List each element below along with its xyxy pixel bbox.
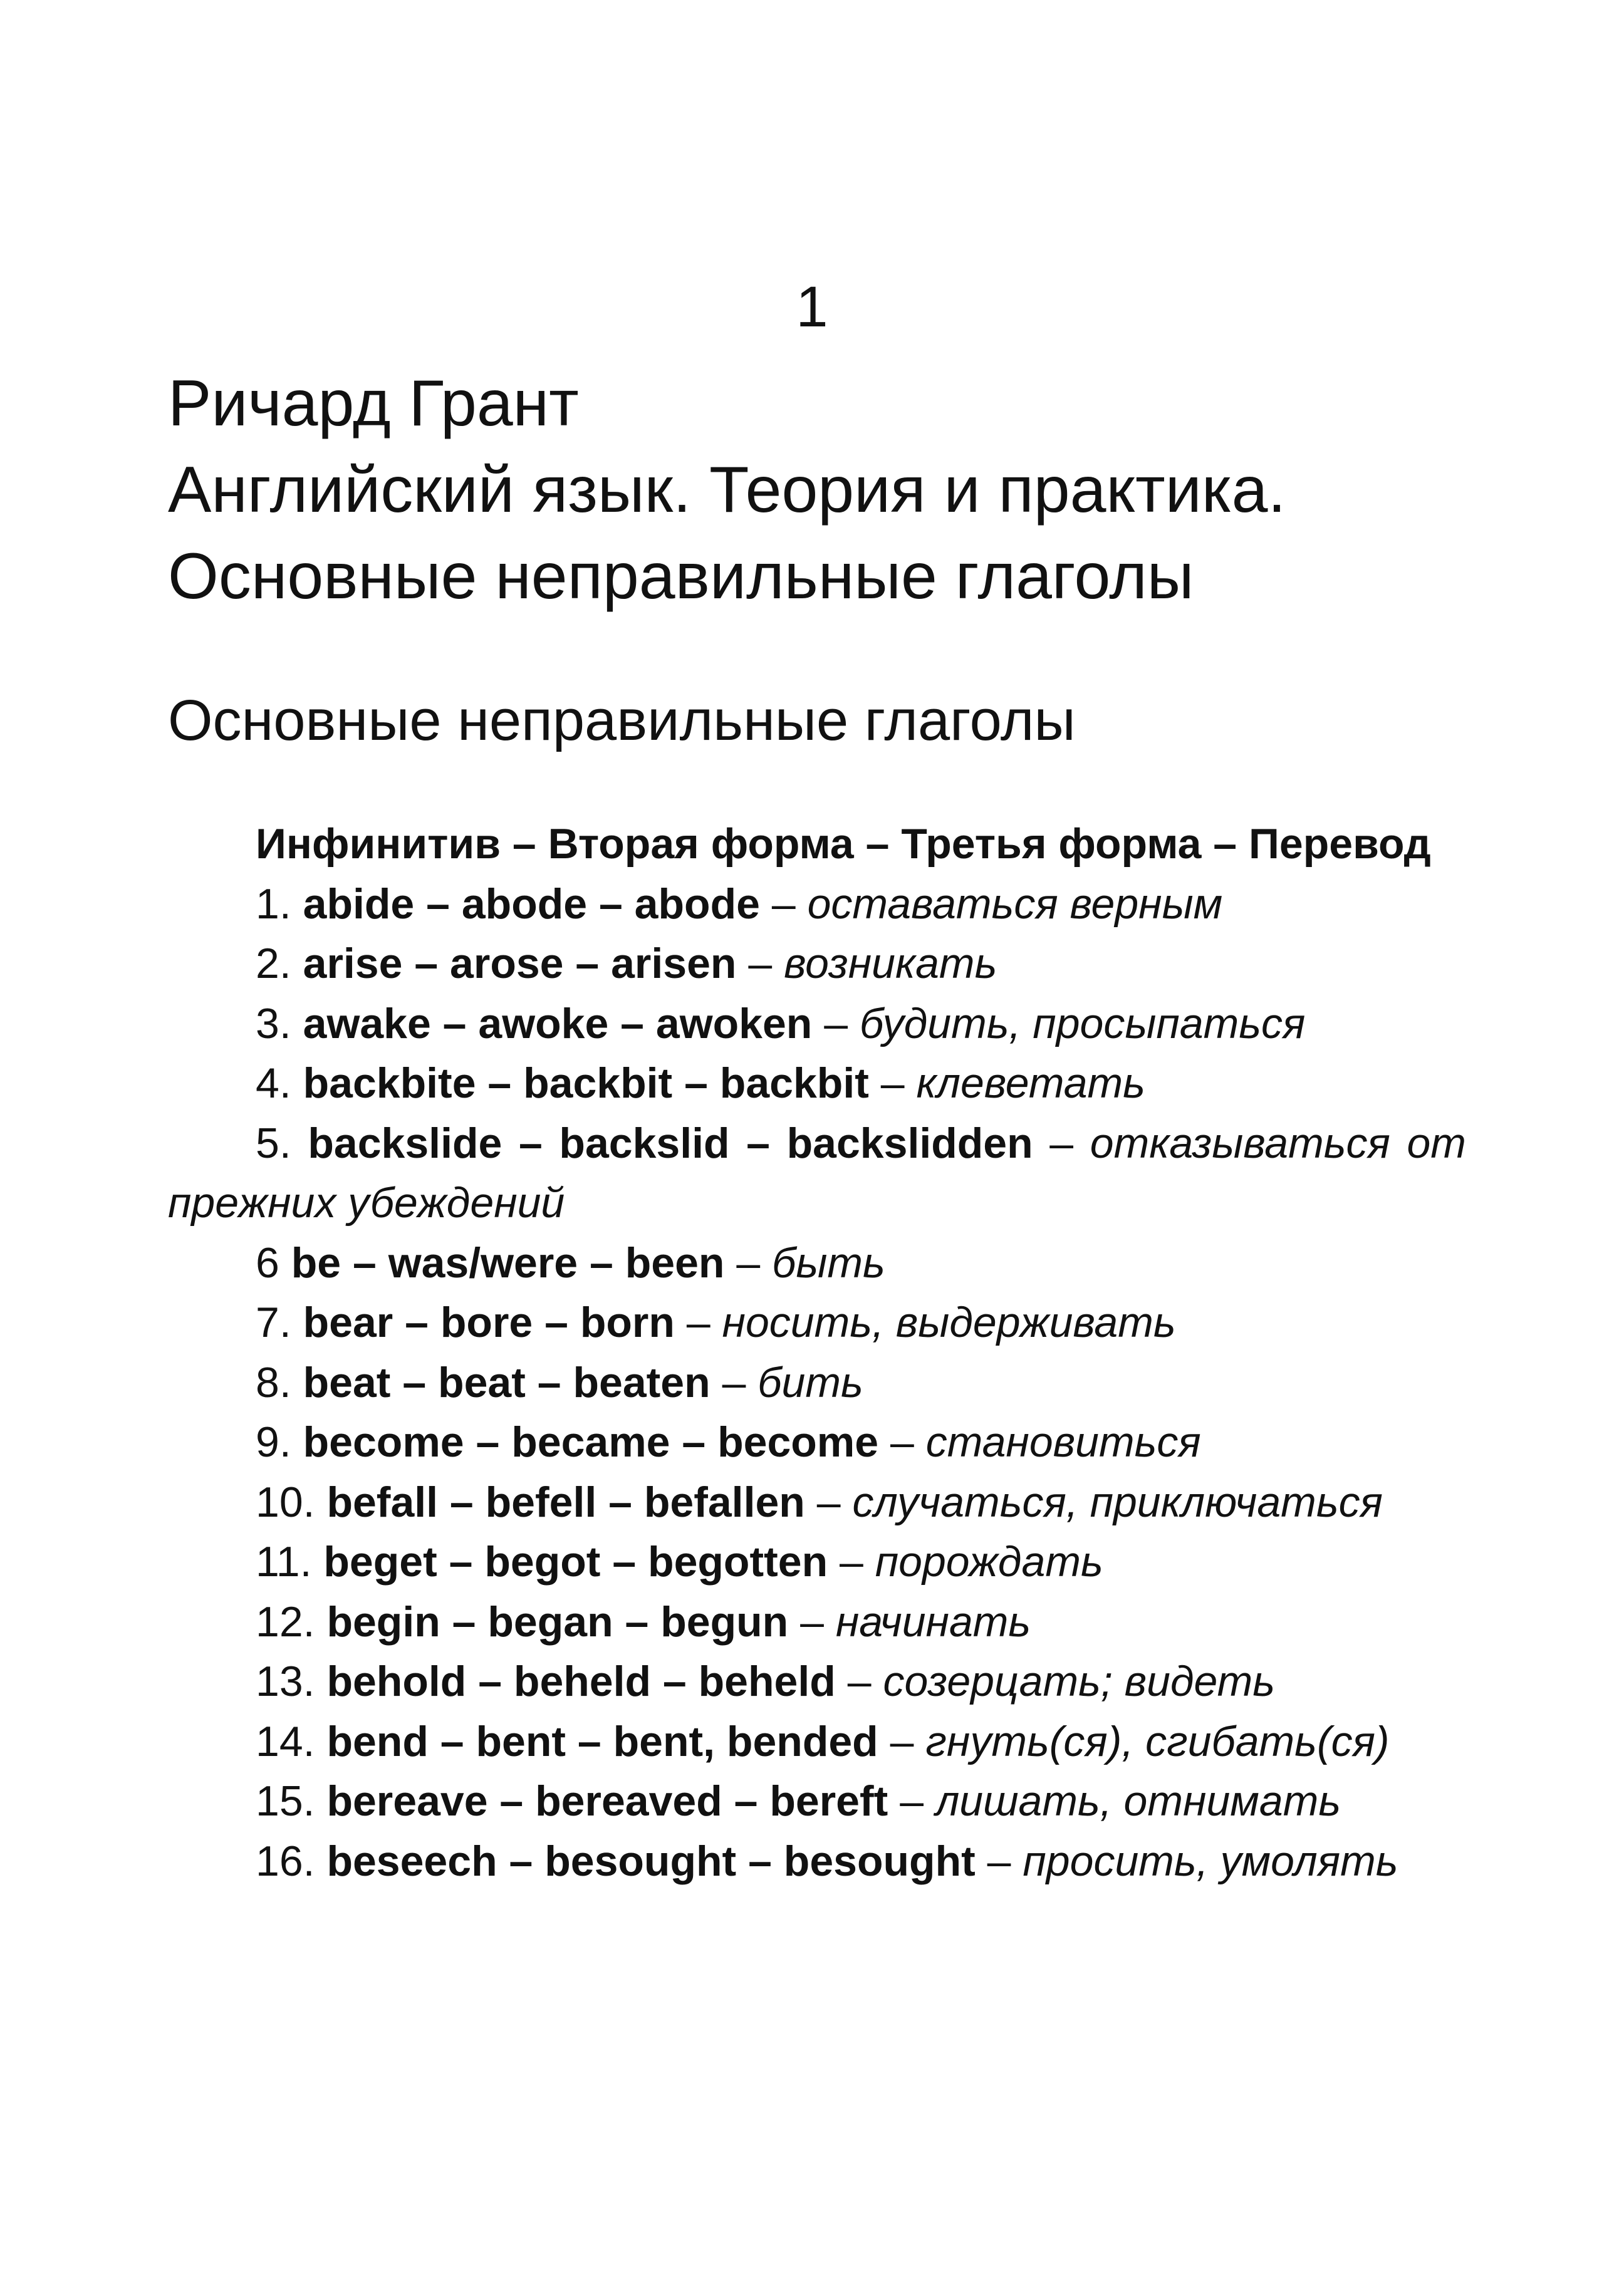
- verb-translation: носить, выдерживать: [722, 1299, 1176, 1346]
- verb-translation: гнуть(ся), сгибать(ся): [925, 1717, 1390, 1765]
- verb-translation: лишать, отнимать: [935, 1777, 1341, 1825]
- dash-separator: –: [840, 1538, 863, 1586]
- verb-entry: [168, 1353, 1466, 1413]
- book-header: [168, 360, 1484, 620]
- verb-forms: befall – befell – befallen: [326, 1478, 805, 1526]
- verb-entry: [168, 1712, 1466, 1772]
- verb-translation: начинать: [835, 1597, 1031, 1646]
- entry-number: 10.: [256, 1478, 315, 1526]
- dash-separator: –: [816, 1478, 841, 1526]
- dash-separator: –: [847, 1658, 872, 1705]
- verb-forms: become – became – become: [303, 1418, 879, 1466]
- verb-forms: beat – beat – beaten: [303, 1358, 710, 1406]
- verb-forms: bear – bore – born: [303, 1299, 675, 1346]
- dash-separator: –: [890, 1717, 914, 1765]
- verb-entry: [168, 1832, 1466, 1892]
- verb-forms: abide – abode – abode: [303, 880, 760, 928]
- dash-separator: –: [824, 999, 848, 1047]
- verb-forms: arise – arose – arisen: [303, 940, 737, 987]
- verb-entry: [168, 994, 1466, 1054]
- verb-entry: [168, 1592, 1466, 1653]
- verb-entry: [168, 1652, 1466, 1712]
- entry-number: 14.: [256, 1717, 315, 1765]
- verb-translation: созерцать; видеть: [883, 1658, 1275, 1705]
- verb-translation: становиться: [925, 1418, 1201, 1466]
- entry-number: 15.: [256, 1777, 315, 1825]
- verb-forms: backslide – backslid – backslidden: [308, 1119, 1033, 1167]
- verb-translation: быть: [772, 1239, 885, 1287]
- entry-number: 1.: [256, 880, 291, 928]
- entry-number: 9.: [256, 1418, 291, 1466]
- verb-entry: [168, 1114, 1466, 1234]
- entry-number: 6: [256, 1239, 279, 1287]
- table-header: Инфинитив – Вторая форма – Третья форма – Перевод: [256, 820, 1431, 868]
- verb-translation: случаться, приключаться: [852, 1478, 1383, 1526]
- dash-separator: –: [880, 1059, 905, 1107]
- verb-translation: просить, умолять: [1023, 1837, 1398, 1885]
- entry-number: 5.: [256, 1119, 291, 1167]
- section-title: Основные неправильные глаголы: [168, 688, 1076, 752]
- verb-translation: отказываться от прежних убеждений: [168, 1119, 1466, 1227]
- page-number: 1: [796, 275, 828, 339]
- dash-separator: –: [771, 880, 796, 928]
- verb-entry: [168, 1234, 1466, 1294]
- verb-translation: порождать: [875, 1538, 1103, 1586]
- dash-separator: –: [686, 1299, 710, 1346]
- verb-forms: beget – begot – begotten: [323, 1538, 828, 1586]
- series-title: Английский язык. Теория и практика.: [168, 454, 1286, 526]
- verb-forms: awake – awoke – awoken: [303, 999, 813, 1047]
- dash-separator: –: [987, 1837, 1011, 1885]
- verb-translation: бить: [757, 1358, 863, 1406]
- verb-entry: [168, 1473, 1466, 1533]
- verb-translation: оставаться верным: [807, 880, 1223, 928]
- verb-forms: behold – beheld – beheld: [326, 1658, 836, 1705]
- verb-list: [168, 814, 1466, 1891]
- dash-separator: –: [1049, 1119, 1074, 1167]
- verb-forms: backbite – backbit – backbit: [303, 1059, 869, 1107]
- verb-forms: bend – bent – bent, bended: [326, 1717, 878, 1765]
- entry-number: 16.: [256, 1837, 315, 1885]
- book-title: Основные неправильные глаголы: [168, 540, 1194, 613]
- verb-forms: be – was/were – been: [291, 1239, 725, 1287]
- verb-entry: [168, 1532, 1466, 1592]
- verb-entry: [168, 1413, 1466, 1473]
- entry-number: 13.: [256, 1658, 315, 1705]
- verb-entry: [168, 1054, 1466, 1114]
- verb-forms: begin – began – begun: [326, 1597, 789, 1646]
- entry-number: 7.: [256, 1299, 291, 1346]
- verb-entry: [168, 1293, 1466, 1353]
- verb-forms: beseech – besought – besought: [326, 1837, 976, 1885]
- verb-entry: [168, 875, 1466, 935]
- dash-separator: –: [748, 940, 773, 987]
- entry-number: 12.: [256, 1597, 315, 1646]
- dash-separator: –: [736, 1239, 761, 1287]
- entry-number: 8.: [256, 1358, 291, 1406]
- verb-forms: bereave – bereaved – bereft: [326, 1777, 888, 1825]
- verb-entry: [168, 1772, 1466, 1832]
- entry-number: 2.: [256, 940, 291, 987]
- verb-translation: клеветать: [916, 1059, 1145, 1107]
- dash-separator: –: [900, 1777, 924, 1825]
- dash-separator: –: [890, 1418, 914, 1466]
- entry-number: 11.: [256, 1538, 312, 1586]
- verb-translation: возникать: [784, 940, 997, 987]
- verb-translation: будить, просыпаться: [859, 999, 1306, 1047]
- entry-number: 4.: [256, 1059, 291, 1107]
- author-name: Ричард Грант: [168, 367, 579, 440]
- verb-entry: [168, 934, 1466, 994]
- dash-separator: –: [722, 1358, 746, 1406]
- dash-separator: –: [800, 1597, 824, 1646]
- entry-number: 3.: [256, 999, 291, 1047]
